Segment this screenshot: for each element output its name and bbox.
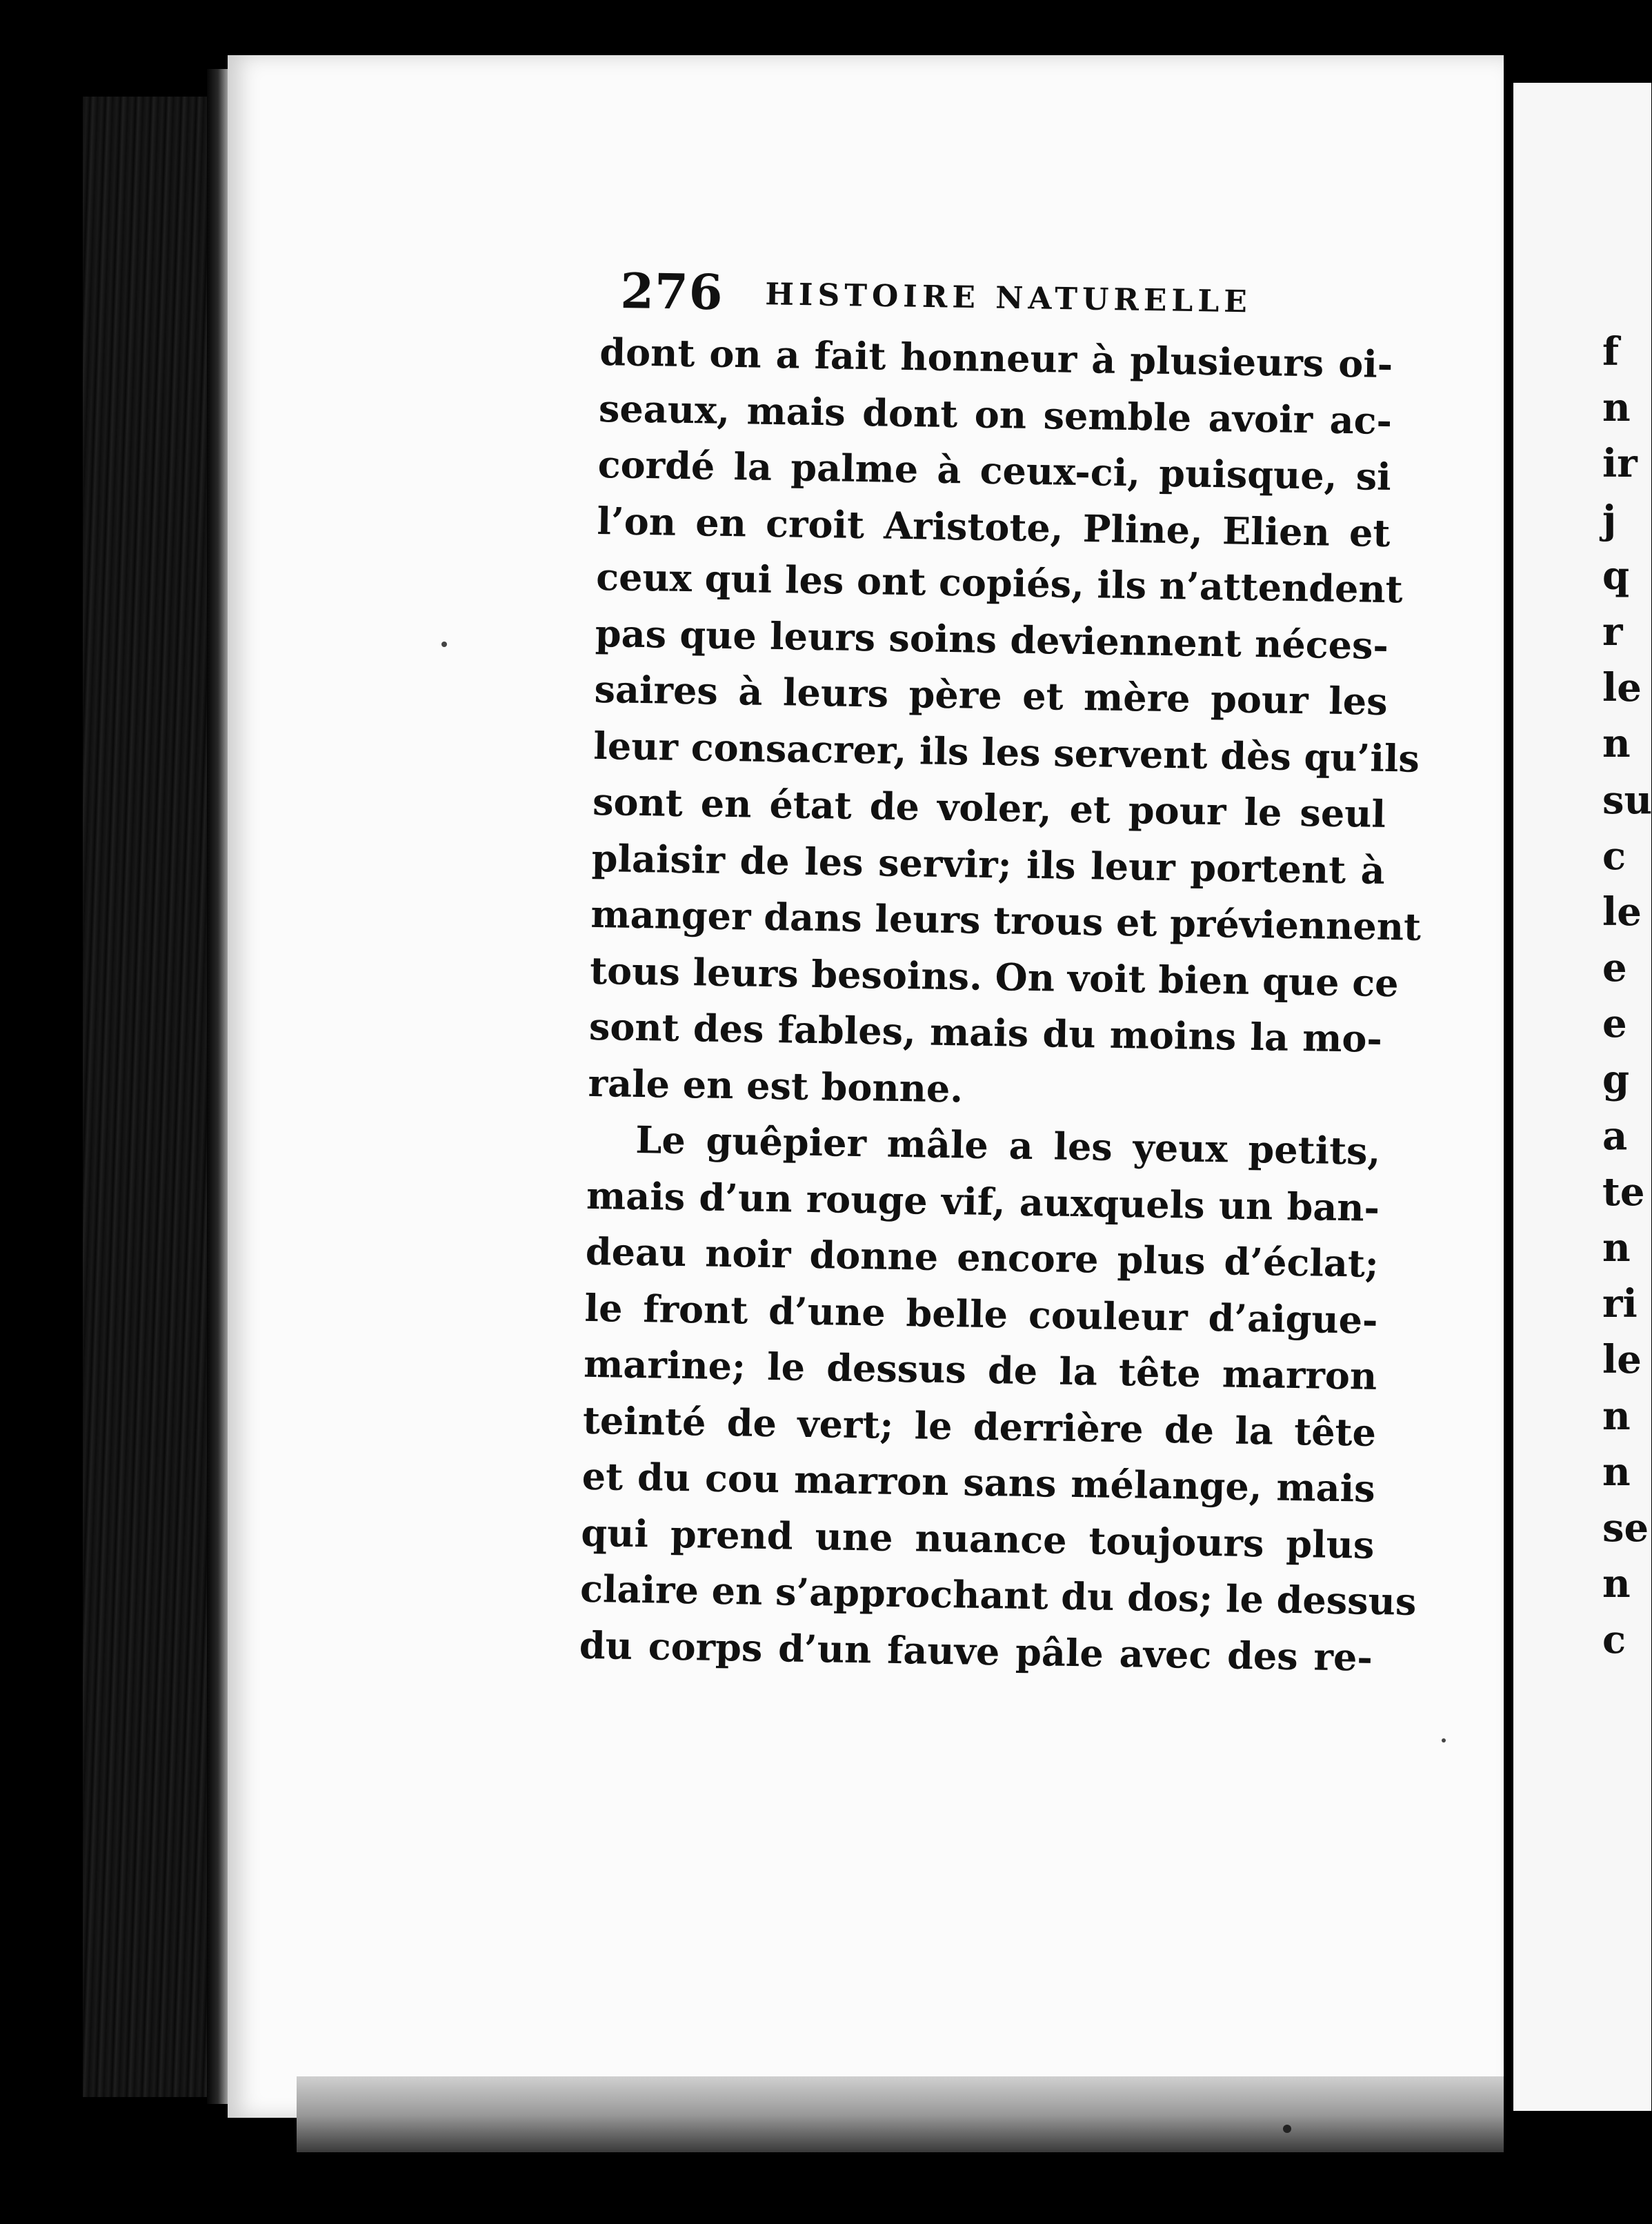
facing-page-fragment: e	[1602, 1001, 1627, 1047]
facing-page-fragment: se	[1602, 1505, 1649, 1551]
text-line: plaisir de les servir; ils leur portent à	[591, 835, 1386, 893]
facing-page-fragment: n	[1602, 721, 1631, 767]
facing-page-fragment: j	[1602, 497, 1617, 543]
facing-page-fragment: a	[1602, 1113, 1628, 1159]
text-line: sont en état de voler, et pour le seul	[592, 779, 1386, 836]
page-number: 276	[619, 262, 724, 321]
text-line: marine; le dessus de la tête marron	[583, 1341, 1377, 1398]
facing-page-fragment: n	[1602, 1449, 1631, 1495]
text-line: mais d’un rouge vif, auxquels un ban-	[586, 1173, 1380, 1230]
text-line: le front d’une belle couleur d’aigue-	[584, 1285, 1378, 1342]
text-line: sont des fables, mais du moins la mo-	[588, 1004, 1383, 1061]
facing-page-fragment: q	[1602, 553, 1630, 599]
facing-page-fragment: c	[1602, 833, 1626, 879]
text-line: pas que leurs soins deviennent néces-	[595, 610, 1389, 668]
facing-page-fragment: n	[1602, 1393, 1631, 1439]
text-line: manger dans leurs trous et préviennent	[590, 891, 1422, 949]
text-line: dont on a fait honneur à plusieurs oi-	[599, 329, 1393, 387]
text-line: claire en s’approchant du dos; le dessus	[579, 1566, 1417, 1624]
text-line: saires à leurs père et mère pour les	[594, 666, 1389, 724]
facing-page-fragment: te	[1602, 1169, 1645, 1215]
text-line: leur consacrer, ils les servent dès qu’ils	[593, 723, 1420, 781]
facing-page-fragment: ir	[1602, 441, 1638, 487]
body-text	[579, 324, 1422, 1686]
text-line: l’on en croit Aristote, Pline, Elien et	[597, 498, 1391, 555]
facing-page	[1513, 83, 1651, 2111]
facing-page-fragment: g	[1602, 1057, 1630, 1103]
facing-page-fragment: r	[1602, 608, 1623, 655]
ink-speck	[1442, 1738, 1446, 1743]
page-header	[620, 262, 1380, 336]
text-line: teinté de vert; le derrière de la tête	[582, 1398, 1377, 1455]
ink-speck	[441, 642, 447, 647]
text-line: seaux, mais dont on semble avoir ac-	[598, 386, 1393, 443]
text-line: Le guêpier mâle a les yeux petits,	[635, 1117, 1381, 1173]
text-line: tous leurs besoins. On voit bien que ce	[589, 948, 1400, 1005]
text-line: ceux qui les ont copiés, ils n’attendent	[595, 554, 1404, 612]
facing-page-fragment: n	[1602, 1225, 1631, 1271]
page-bottom-edge	[297, 2076, 1504, 2152]
text-line: et du cou marron sans mélange, mais	[581, 1453, 1376, 1511]
facing-page-text	[1602, 324, 1652, 1669]
facing-page-fragment: le	[1602, 665, 1642, 711]
facing-page-fragment: e	[1602, 945, 1627, 991]
facing-page-fragment: le	[1602, 888, 1642, 935]
running-title: HISTOIRE NATURELLE	[764, 277, 1253, 320]
page-gutter	[1504, 62, 1513, 2132]
text-line: cordé la palme à ceux-ci, puisque, si	[597, 441, 1392, 499]
text-line: deau noir donne encore plus d’éclat;	[585, 1229, 1380, 1286]
text-line: rale en est bonne.	[588, 1060, 964, 1111]
facing-page-fragment: n	[1602, 385, 1631, 431]
facing-page-fragment: f	[1602, 329, 1620, 375]
text-line: du corps d’un fauve pâle avec des re-	[579, 1622, 1373, 1680]
facing-page-fragment: c	[1602, 1617, 1626, 1663]
ink-speck	[1283, 2125, 1291, 2133]
text-line: qui prend une nuance toujours plus	[580, 1510, 1375, 1567]
facing-page-fragment: su	[1602, 777, 1652, 823]
facing-page-fragment: n	[1602, 1561, 1631, 1607]
facing-page-fragment: le	[1602, 1337, 1642, 1383]
facing-page-fragment: ri	[1602, 1281, 1638, 1327]
